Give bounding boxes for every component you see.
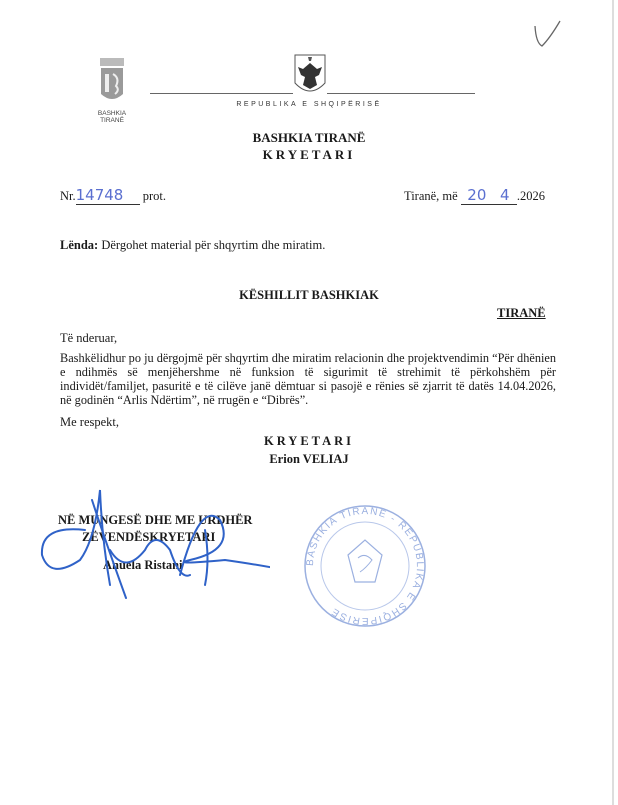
nr-prefix: Nr. <box>60 189 76 203</box>
absence-note: NË MUNGESË DHE ME URDHËR <box>58 513 253 527</box>
closing: Me respekt, <box>60 415 120 429</box>
recipient-city: TIRANË <box>497 306 546 320</box>
date-day: 20 <box>461 186 493 205</box>
recipient-name: KËSHILLIT BASHKIAK <box>239 288 379 302</box>
date-year: .2026 <box>516 189 545 203</box>
handwritten-signature <box>30 480 270 605</box>
protocol-number <box>60 186 166 205</box>
tirana-crest-icon <box>98 56 126 106</box>
office-name: KRYETARI <box>262 147 356 162</box>
deputy-title: ZËVENDËSKRYETARI <box>82 530 216 544</box>
greeting: Të nderuar, <box>60 331 118 345</box>
place-label: Tiranë, më <box>404 189 458 203</box>
nr-suffix: prot. <box>142 189 167 203</box>
subject-text: Dërgohet material për shqyrtim dhe miratim. <box>101 238 326 252</box>
stamp-text: BASHKIA TIRANË - REPUBLIKA E SHQIPËRISË <box>304 505 426 627</box>
signatory-name: Erion VELIAJ <box>269 452 349 466</box>
document-date <box>404 186 545 205</box>
handwritten-mark <box>530 18 565 53</box>
albania-emblem-icon <box>293 53 327 99</box>
municipality-logo-text: BASHKIA TIRANË <box>97 110 127 124</box>
nr-value: 14748 <box>76 186 140 205</box>
body-paragraph: Bashkëlidhur po ju dërgojmë për shqyrtim dhe miratim relacionin dhe projektvendimin “Për dhënien e ndihmës së menjëhershme në funksion të sigurimit të strehimit të përkohshëm për individët/familjet, pasuritë e të cilëve janë dëmtuar si pasojë e rënies së zjarrit të datës 14.04.2026, në godinën “Arlis Ndërtim”, në rrugën e “Dibrës”. <box>60 351 556 407</box>
date-month: 4 <box>493 186 517 205</box>
municipality-logo <box>92 56 132 124</box>
institution-name: BASHKIA TIRANË <box>252 130 366 145</box>
official-stamp <box>300 500 430 635</box>
signatory-title: KRYETARI <box>263 434 354 448</box>
letter-body <box>0 331 618 467</box>
subject-line <box>60 238 325 253</box>
deputy-name: Anuela Ristani <box>103 558 183 572</box>
subject-label: Lënda: <box>60 238 99 252</box>
republic-label: REPUBLIKA E SHQIPËRISË <box>236 101 382 108</box>
